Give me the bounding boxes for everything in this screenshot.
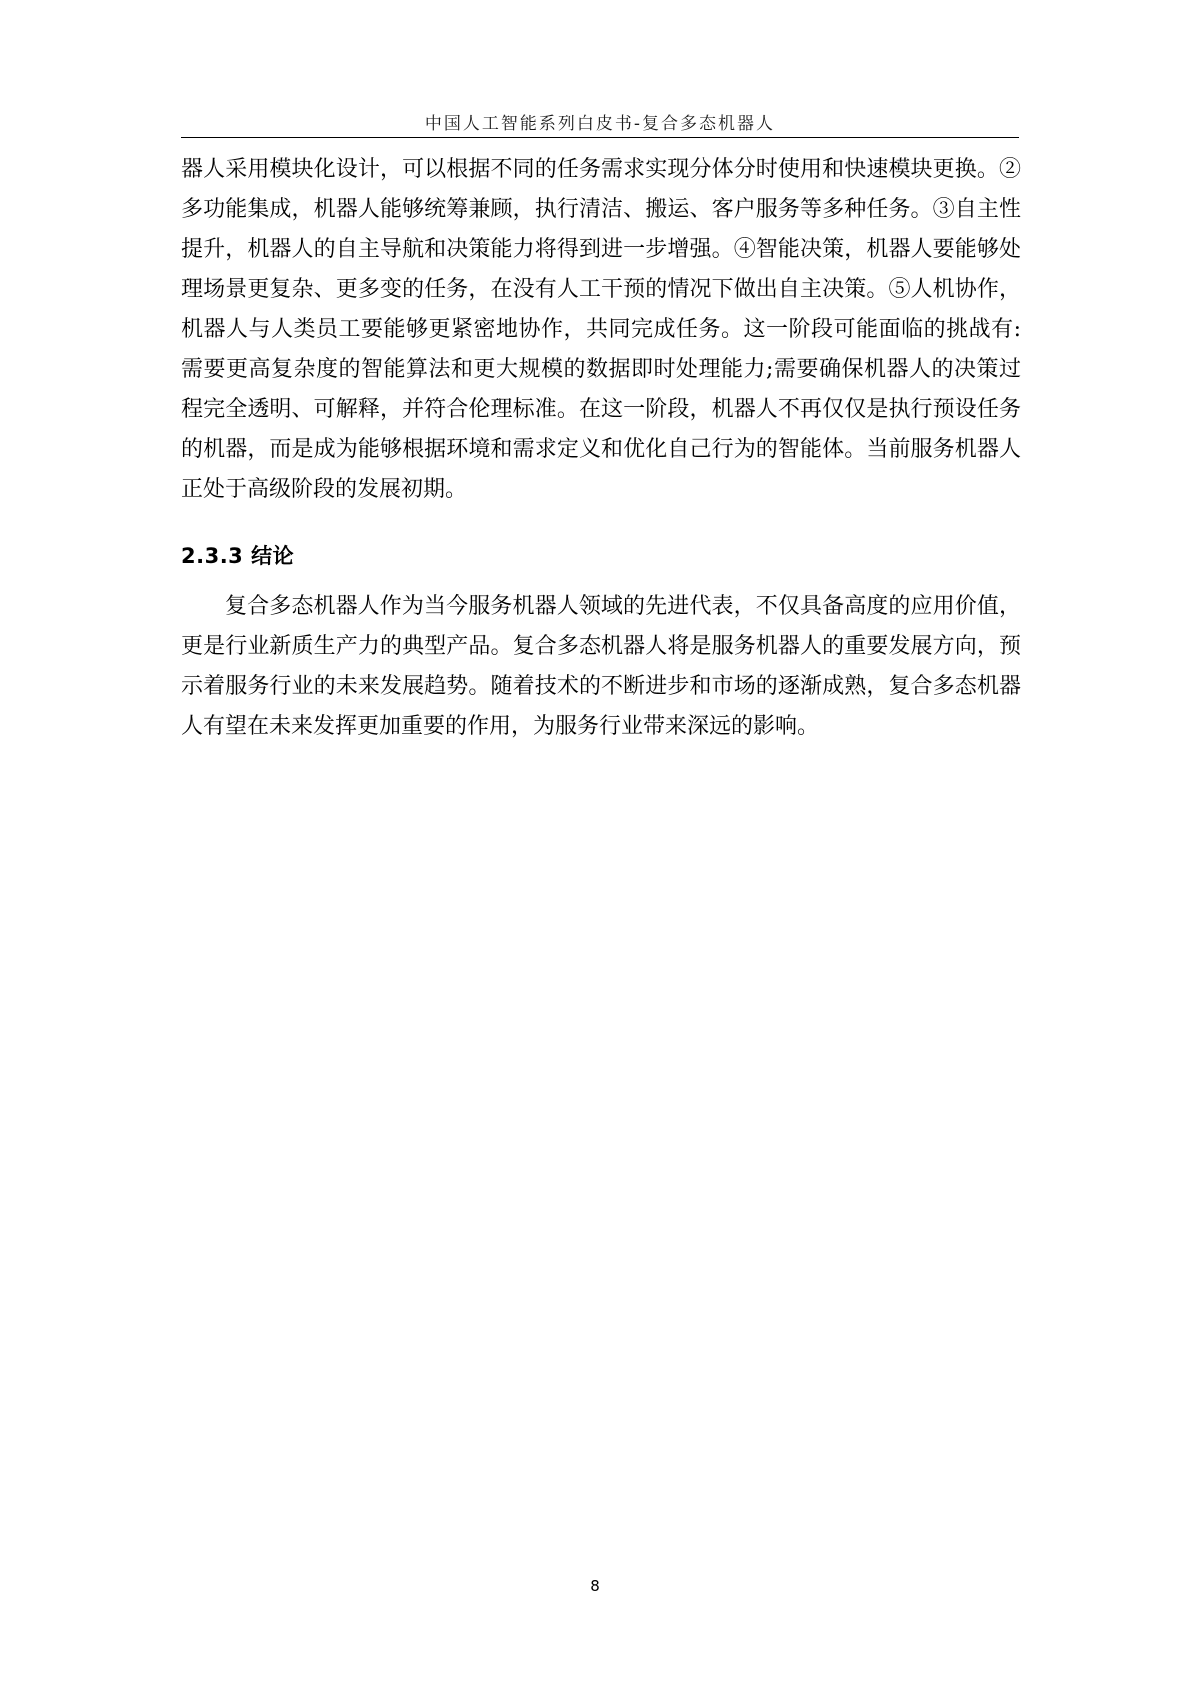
conclusion-paragraph: 复合多态机器人作为当今服务机器人领域的先进代表，不仅具备高度的应用价值，更是行业新质生产力的典型产品。复合多态机器人将是服务机器人的重要发展方向，预示着服务行业的未来发展趋势。随着技术的不断进步和市场的逐渐成熟，复合多态机器人有望在未来发挥更加重要的作用，为服务行业带来深远的影响。 [181,594,1021,739]
page-number: 8 [590,1577,600,1595]
section-heading: 2.3.3 结论 [181,544,295,568]
running-header: 中国人工智能系列白皮书-复合多态机器人 [424,114,776,134]
header-rule [181,137,1019,138]
body-paragraph: 器人采用模块化设计，可以根据不同的任务需求实现分体分时使用和快速模块更换。②多功能集成，机器人能够统筹兼顾，执行清洁、搬运、客户服务等多种任务。③自主性提升，机器人的自主导航和决策能力将得到进一步增强。④智能决策，机器人要能够处理场景更复杂、更多变的任务，在没有人工干预的情况下做出自主决策。⑤人机协作，机器人与人类员工要能够更紧密地协作，共同完成任务。这一阶段可能面临的挑战有:需要更高复杂度的智能算法和更大规模的数据即时处理能力;需要确保机器人的决策过程完全透明、可解释，并符合伦理标准。在这一阶段，机器人不再仅仅是执行预设任务的机器，而是成为能够根据环境和需求定义和优化自己行为的智能体。当前服务机器人正处于高级阶段的发展初期。 [181,157,1021,502]
